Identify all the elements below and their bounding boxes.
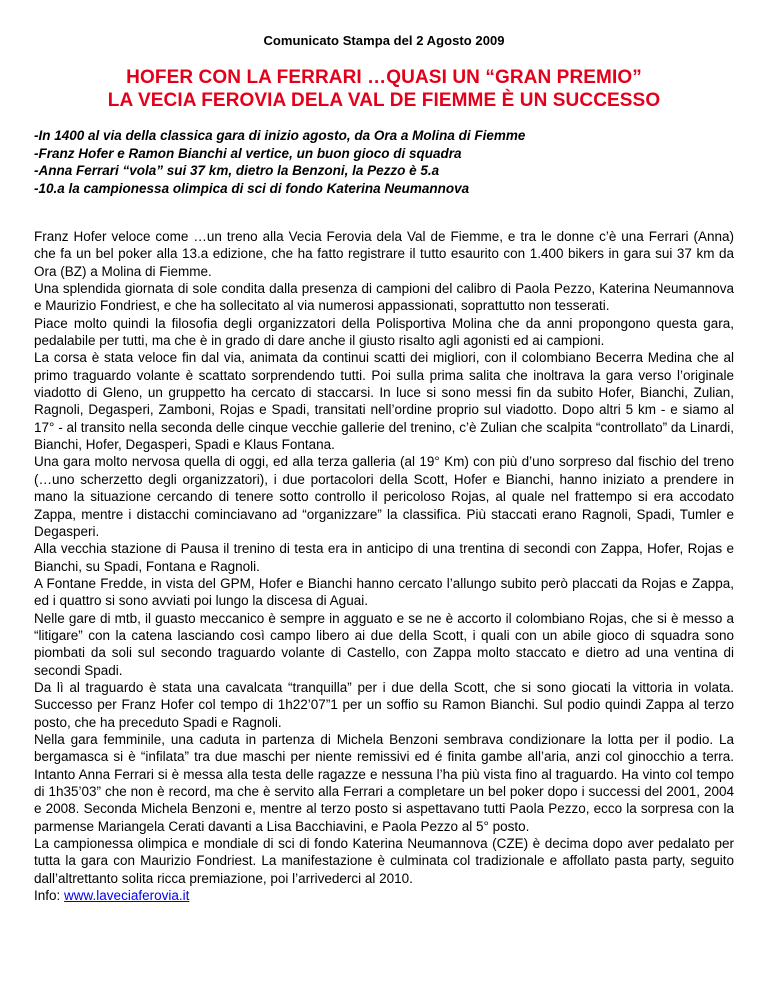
headline: [0, 66, 768, 112]
paragraph: Nelle gare di mtb, il guasto meccanico è sempre in agguato e se ne è accorto il colombiano Rojas, che si è messo a “litigare” con la catena lasciando così campo libero ai due della Scott, i quali con un abile gioco di squadra sono piombati da soli sul secondo traguardo volante di Castello, con Zappa molto staccato e dietro ad una ventina di secondi Spadi.: [34, 610, 734, 678]
paragraph: Da lì al traguardo è stata una cavalcata “tranquilla” per i due della Scott, che si sono giocati la vittoria in volata. Successo per Franz Hofer col tempo di 1h22’07”1 per un soffio su Ramon Bianchi. Sul podio quindi Zappa al terzo posto, che ha preceduto Spadi e Ragnoli.: [34, 679, 734, 730]
summary-bullet: -Franz Hofer e Ramon Bianchi al vertice, un buon gioco di squadra: [34, 145, 462, 161]
paragraph: Una splendida giornata di sole condita dalla presenza di campioni del calibro di Paola Pezzo, Katerina Neumannova e Maurizio Fondriest, e che ha sollecitato al via numerosi appassionati, soprattutto non tesserati.: [34, 281, 734, 314]
paragraph: Piace molto quindi la filosofia degli organizzatori della Polisportiva Molina che da anni propongono questa gara, pedalabile per tutti, ma che è in grado di dare anche il giusto risalto agli agonisti ed ai campioni.: [34, 315, 734, 349]
paragraph: Alla vecchia stazione di Pausa il trenino di testa era in anticipo di una trentina di secondi con Zappa, Hofer, Rojas e Bianchi, su Spadi, Fontana e Ragnoli.: [34, 541, 734, 574]
info-line: [34, 887, 734, 904]
headline-line-2: LA VECIA FEROVIA DELA VAL DE FIEMME È UN SUCCESSO: [107, 90, 661, 111]
paragraph: Franz Hofer veloce come …un treno alla Vecia Ferovia dela Val de Fiemme, e tra le donne c’è una Ferrari (Anna) che fa un bel poker alla 13.a edizione, che ha fatto registrare il tutto esaurito con 1.400 bikers in gara sui 37 km da Ora (BZ) a Molina di Fiemme.: [34, 229, 734, 279]
paragraph: A Fontane Fredde, in vista del GPM, Hofer e Bianchi hanno cercato l’allungo subito però placcati da Rojas e Zappa, ed i quattro si sono avviati poi lungo la discesa di Aguai.: [34, 575, 734, 609]
summary-bullet: -In 1400 al via della classica gara di inizio agosto, da Ora a Molina di Fiemme: [34, 128, 526, 143]
headline-line-1: HOFER CON LA FERRARI …QUASI UN “GRAN PREMIO”: [126, 67, 642, 88]
paragraph: Nella gara femminile, una caduta in partenza di Michela Benzoni sembrava condizionare la lotta per il podio. La bergamasca si è “infilata” tra due maschi per niente remissivi ed é finita gambe all’aria, anzi col ginocchio a terra. Intanto Anna Ferrari si è messa alla testa delle ragazze e nessuna l’ha più vista fino al traguardo. Ha vinto col tempo di 1h35’03” che non è record, ma che è servito alla Ferrari a completare un bel poker dopo i successi del 2001, 2004 e 2008. Seconda Michela Benzoni e, mentre al terzo posto si aspettavano tutti Paola Pezzo, ecco la sorpresa con la parmense Mariangela Cerati davanti a Lisa Bacchiavini, e Paola Pezzo al 5° posto.: [34, 731, 734, 834]
paragraph: La campionessa olimpica e mondiale di sci di fondo Katerina Neumannova (CZE) è decima dopo aver pedalato per tutta la gara con Maurizio Fondriest. La manifestazione è culminata col tradizionale e affollato pasta party, seguito dall’altrettanto solita ricca premiazione, poi l’arrivederci al 2010.: [34, 836, 734, 886]
dateline: Comunicato Stampa del 2 Agosto 2009: [263, 33, 505, 48]
article-body: [34, 228, 734, 904]
paragraph: La corsa è stata veloce fin dal via, animata da continui scatti dei migliori, con il colombiano Becerra Medina che al primo traguardo volante è scattato sorprendendo tutti. Poi sulla prima salita che inoltrava la gara verso l’originale viadotto di Gleno, un gruppetto ha cercato di staccarsi. In luce si sono messi fin da subito Hofer, Bianchi, Zulian, Ragnoli, Degasperi, Zamboni, Rojas e Spadi, transitati nell’ordine proprio sul viadotto. Dopo altri 5 km - e siamo al 17° - al transito nella seconda delle cinque vecchie gallerie del trenino, c’è Zulian che scalpita “controllato” da Linardi, Bianchi, Hofer, Degasperi, Spadi e Klaus Fontana.: [34, 350, 734, 453]
info-label: Info:: [34, 888, 61, 904]
summary-bullets: [34, 127, 734, 197]
paragraph: Una gara molto nervosa quella di oggi, ed alla terza galleria (al 19° Km) con più d’uno sorpreso dal fischio del treno (…uno scherzetto degli organizzatori), i due portacolori della Scott, Hofer e Bianchi, hanno iniziato a prendere in mano la situazione cercando di tenere sotto controllo il pericoloso Rojas, al quale nel frattempo si era accodato Zappa, mentre i distacchi cominciavano ad “organizzare” la classifica. Più staccati erano Ragnoli, Spadi, Tumler e Degasperi.: [34, 454, 734, 539]
website-link[interactable]: www.laveciaferovia.it: [64, 888, 190, 904]
summary-bullet: -Anna Ferrari “vola” sui 37 km, dietro la Benzoni, la Pezzo è 5.a: [34, 163, 440, 178]
summary-bullet: -10.a la campionessa olimpica di sci di fondo Katerina Neumannova: [34, 180, 470, 196]
